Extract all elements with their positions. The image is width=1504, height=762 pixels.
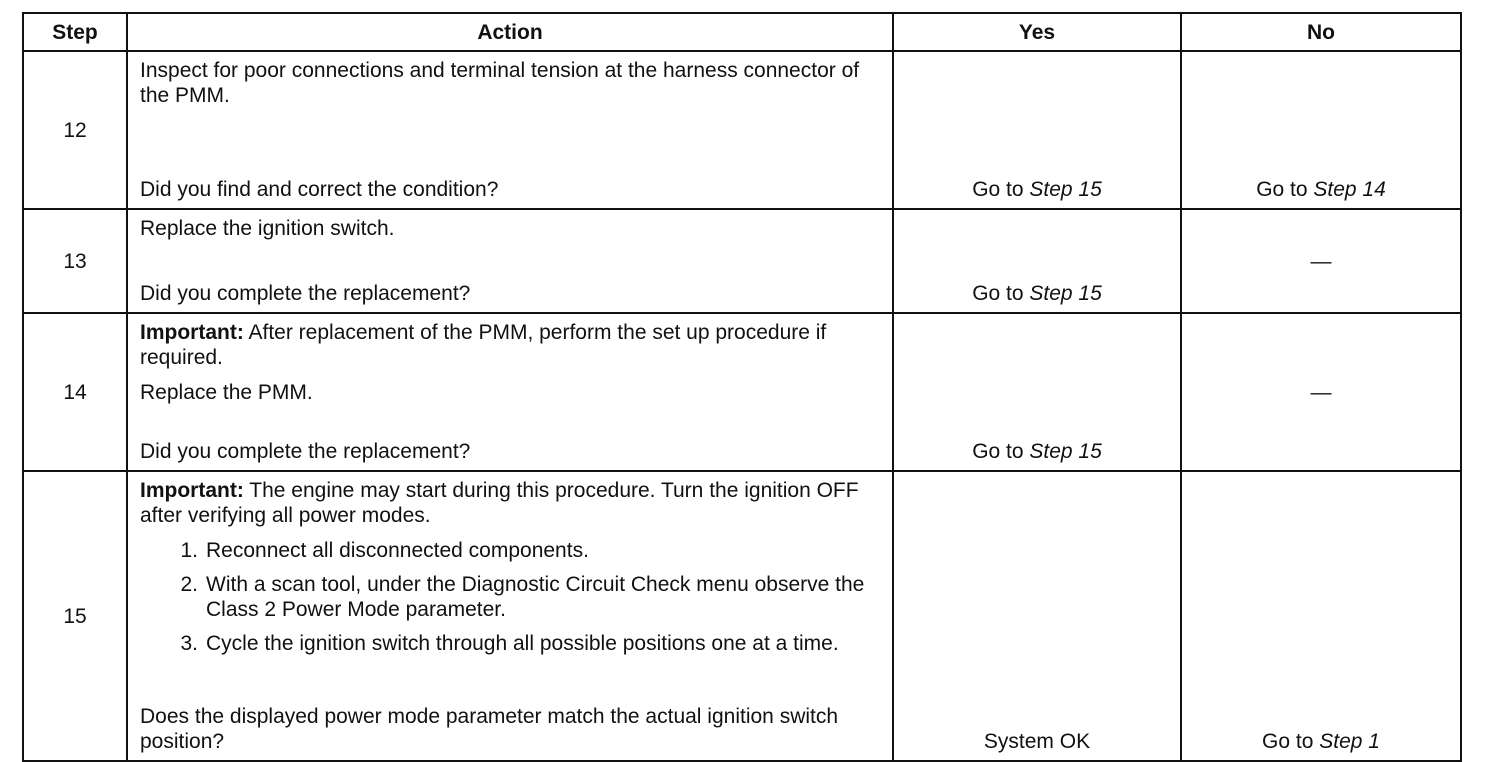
step-number: 14 [23, 313, 127, 471]
yes-cell [893, 471, 1181, 761]
diagnostic-table [22, 12, 1462, 762]
no-not-applicable: — [1310, 249, 1332, 273]
no-cell [1181, 209, 1461, 313]
step-number: 12 [23, 51, 127, 209]
substep-number: 1. [180, 539, 198, 562]
table-row-step-13 [23, 209, 1461, 313]
header-step: Step [23, 13, 127, 51]
important-text: The engine may start during this procedure. Turn the ignition OFF after verifying all power modes. [140, 479, 859, 527]
header-row [23, 13, 1461, 51]
yes-prefix: Go to [972, 282, 1030, 305]
table-row-step-14 [23, 313, 1461, 471]
header-action: Action [127, 13, 893, 51]
action-text: Inspect for poor connections and terminal tension at the harness connector of the PMM. [140, 59, 860, 107]
no-prefix: Go to [1256, 178, 1314, 201]
list-item [140, 572, 878, 622]
header-no: No [1181, 13, 1461, 51]
important-label: Important: [140, 321, 244, 344]
action-cell [127, 471, 893, 761]
no-prefix: Go to [1262, 730, 1320, 753]
action-question: Did you complete the replacement? [140, 440, 471, 463]
no-cell [1181, 471, 1461, 761]
yes-cell [893, 51, 1181, 209]
no-step-link[interactable]: Step 1 [1319, 730, 1380, 753]
substep-list [140, 538, 878, 656]
substep-number: 2. [180, 573, 198, 596]
step-number: 13 [23, 209, 127, 313]
important-note [140, 320, 878, 370]
table-row-step-12 [23, 51, 1461, 209]
action-cell [127, 51, 893, 209]
yes-step-link[interactable]: Step 15 [1029, 282, 1102, 305]
no-step-link[interactable]: Step 14 [1313, 178, 1386, 201]
table-row-step-15 [23, 471, 1461, 761]
important-label: Important: [140, 479, 244, 502]
yes-prefix: Go to [972, 440, 1030, 463]
action-cell [127, 209, 893, 313]
action-text: Replace the PMM. [140, 381, 313, 404]
no-not-applicable: — [1310, 380, 1332, 404]
header-yes: Yes [893, 13, 1181, 51]
substep-text: With a scan tool, under the Diagnostic Circuit Check menu observe the Class 2 Power Mode parameter. [206, 573, 865, 621]
list-item [140, 538, 878, 563]
action-cell [127, 313, 893, 471]
action-question: Did you complete the replacement? [140, 282, 471, 305]
yes-result: System OK [983, 730, 1091, 753]
important-text: After replacement of the PMM, perform the set up procedure if required. [140, 321, 827, 369]
yes-step-link[interactable]: Step 15 [1029, 178, 1102, 201]
no-cell [1181, 51, 1461, 209]
action-text: Replace the ignition switch. [140, 217, 395, 240]
no-cell [1181, 313, 1461, 471]
yes-cell [893, 209, 1181, 313]
action-question: Did you find and correct the condition? [140, 178, 499, 201]
action-question: Does the displayed power mode parameter match the actual ignition switch position? [140, 705, 839, 753]
step-number: 15 [23, 471, 127, 761]
substep-text: Reconnect all disconnected components. [206, 539, 589, 562]
yes-prefix: Go to [972, 178, 1030, 201]
list-item [140, 631, 878, 656]
substep-text: Cycle the ignition switch through all possible positions one at a time. [206, 632, 839, 655]
yes-step-link[interactable]: Step 15 [1029, 440, 1102, 463]
yes-cell [893, 313, 1181, 471]
important-note [140, 478, 878, 528]
substep-number: 3. [180, 632, 198, 655]
